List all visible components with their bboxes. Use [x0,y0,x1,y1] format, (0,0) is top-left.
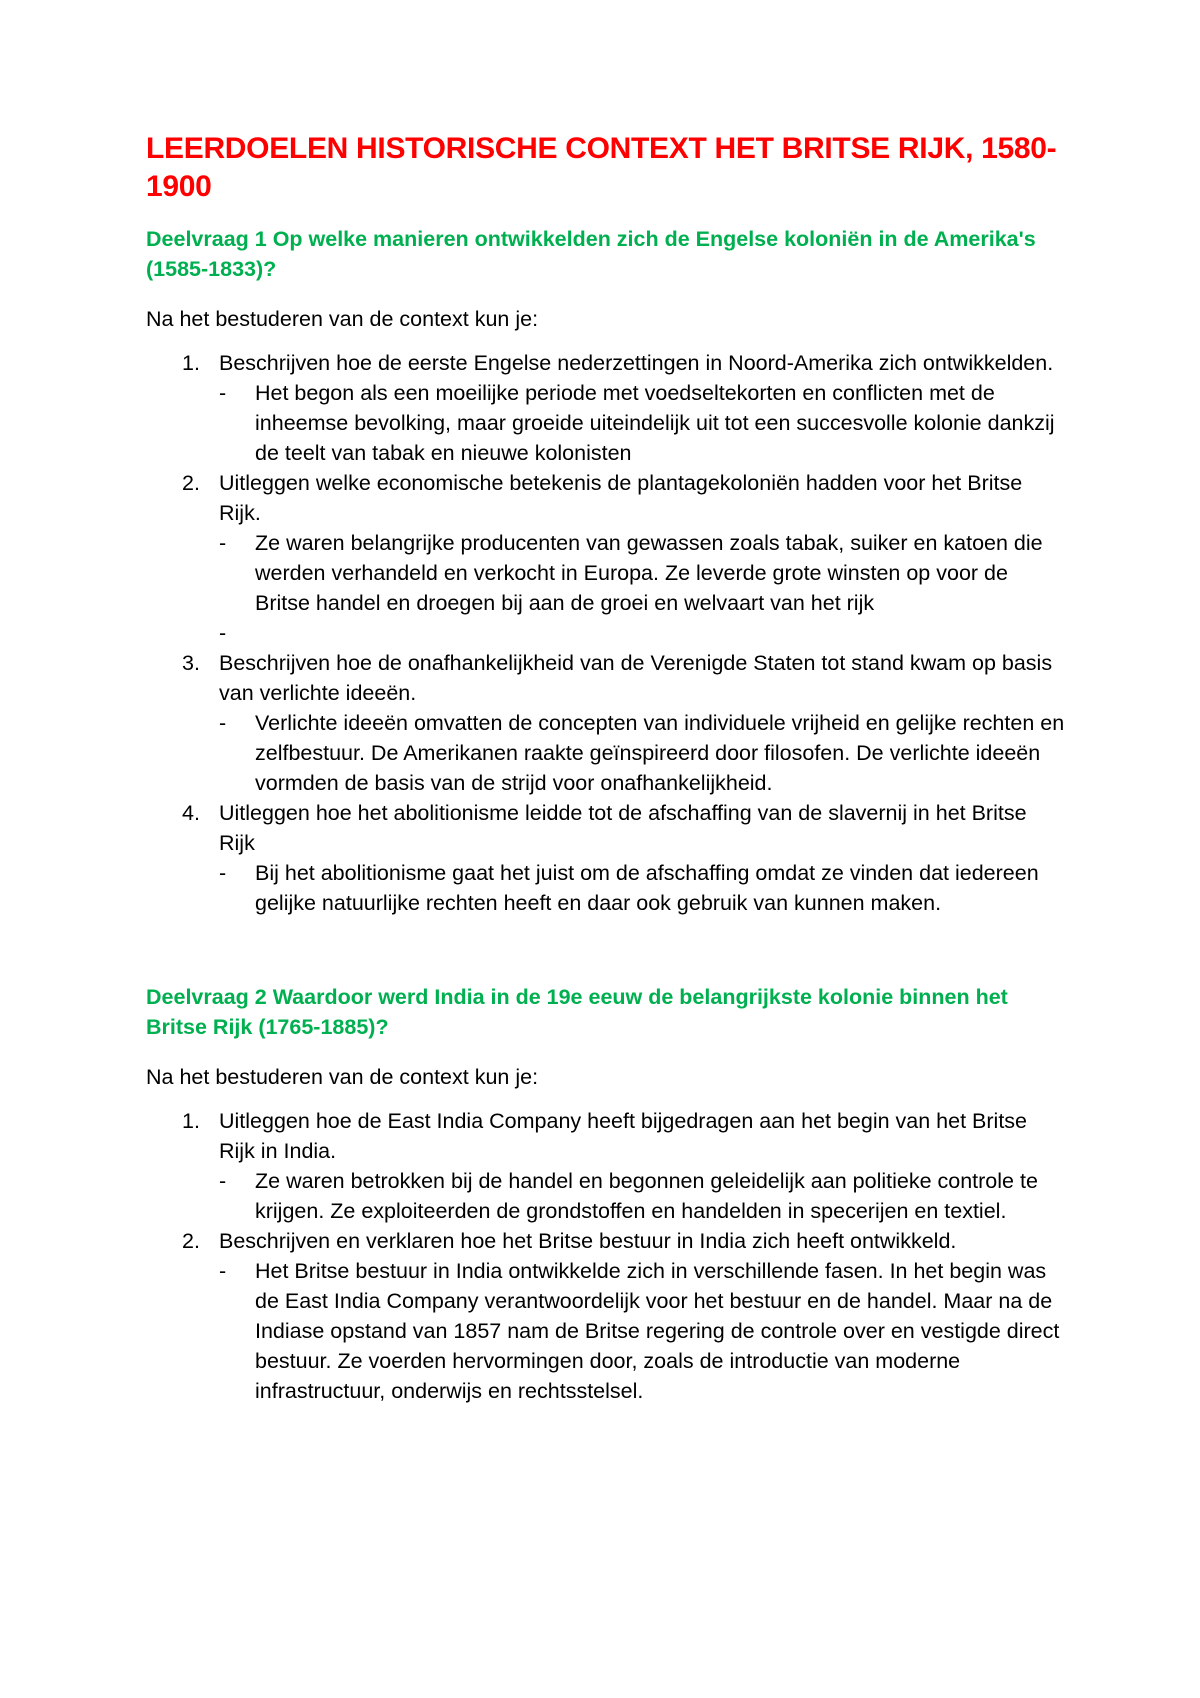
answer-text: Het begon als een moeilijke periode met voedseltekorten en conflicten met de inheemse bevolking, maar groeide uiteindelijk uit tot een succesvolle kolonie dankzij de teelt van tabak en nieuwe kolonisten [255,381,1055,465]
answer-text: Ze waren belangrijke producenten van gewassen zoals tabak, suiker en katoen die werden verhandeld en verkocht in Europa. Ze leverde grote winsten op voor de Britse handel en droegen bij aan de groei en welvaart van het rijk [255,531,1043,615]
dash-bullet-icon: - [219,1169,227,1193]
objective-item [146,1106,1066,1226]
objective-number: 1. [182,1109,200,1133]
answer-bullet [219,1166,1066,1226]
answer-bullet [219,528,1066,618]
answer-text: Het Britse bestuur in India ontwikkelde zich in verschillende fasen. In het begin was de East India Company verantwoordelijk voor het bestuur en de handel. Maar na de Indiase opstand van 1857 nam de Britse regering de controle over en vestigde direct bestuur. Ze voerden hervormingen door, zoals de introductie van moderne infrastructuur, onderwijs en rechtsstelsel. [255,1259,1060,1403]
answer-text: Bij het abolitionisme gaat het juist om de afschaffing omdat ze vinden dat iedereen gelijke natuurlijke rechten heeft en daar ook gebruik van kunnen maken. [255,861,1039,915]
objective-item [146,648,1066,798]
dash-bullet-icon: - [219,621,227,645]
objective-number: 3. [182,651,200,675]
answer-text: Ze waren betrokken bij de handel en begonnen geleidelijk aan politieke controle te krijgen. Ze exploiteerden de grondstoffen en handelden in specerijen en textiel. [255,1169,1038,1223]
section-1-objectives [146,348,1066,918]
objective-answers [219,1256,1066,1406]
objective-answers [219,708,1066,798]
objective-number: 2. [182,1229,200,1253]
answer-text: Verlichte ideeën omvatten de concepten van individuele vrijheid en gelijke rechten en zelfbestuur. De Amerikanen raakte geïnspireerd door filosofen. De verlichte ideeën vormden de basis van de strijd voor onafhankelijkheid. [255,711,1065,795]
objective-text: Beschrijven en verklaren hoe het Britse bestuur in India zich heeft ontwikkeld. [219,1229,957,1253]
dash-bullet-icon: - [219,861,227,885]
objective-number: 2. [182,471,200,495]
section-2-heading: Deelvraag 2 Waardoor werd India in de 19e eeuw de belangrijkste kolonie binnen het Britse Rijk (1765-1885)? [146,985,1008,1039]
objective-text: Uitleggen hoe het abolitionisme leidde tot de afschaffing van de slavernij in het Britse Rijk [219,801,1027,855]
dash-bullet-icon: - [219,1259,227,1283]
objective-text: Beschrijven hoe de eerste Engelse nederzettingen in Noord-Amerika zich ontwikkelden. [219,351,1054,375]
objective-answers [219,1166,1066,1226]
section-1-intro: Na het bestuderen van de context kun je: [146,307,539,331]
answer-bullet [219,1256,1066,1406]
dash-bullet-icon: - [219,531,227,555]
answer-bullet [219,708,1066,798]
objective-item [146,798,1066,918]
answer-bullet-empty [219,618,1066,648]
dash-bullet-icon: - [219,711,227,735]
section-1-heading: Deelvraag 1 Op welke manieren ontwikkelden zich de Engelse koloniën in de Amerika's (1585-1833)? [146,227,1036,281]
objective-answers [219,528,1066,648]
objective-text: Uitleggen hoe de East India Company heeft bijgedragen aan het begin van het Britse Rijk in India. [219,1109,1028,1163]
document-title: LEERDOELEN HISTORISCHE CONTEXT HET BRITSE RIJK, 1580-1900 [146,132,1057,203]
objective-item [146,468,1066,648]
objective-answers [219,378,1066,468]
answer-bullet [219,858,1066,918]
answer-bullet [219,378,1066,468]
objective-answers [219,858,1066,918]
objective-number: 1. [182,351,200,375]
objective-item [146,1226,1066,1406]
dash-bullet-icon: - [219,381,227,405]
objective-text: Beschrijven hoe de onafhankelijkheid van de Verenigde Staten tot stand kwam op basis van verlichte ideeën. [219,651,1053,705]
section-2-intro: Na het bestuderen van de context kun je: [146,1065,539,1089]
objective-number: 4. [182,801,200,825]
objective-text: Uitleggen welke economische betekenis de plantagekoloniën hadden voor het Britse Rijk. [219,471,1023,525]
section-2-objectives [146,1106,1066,1406]
document-page [146,130,1066,1406]
objective-item [146,348,1066,468]
